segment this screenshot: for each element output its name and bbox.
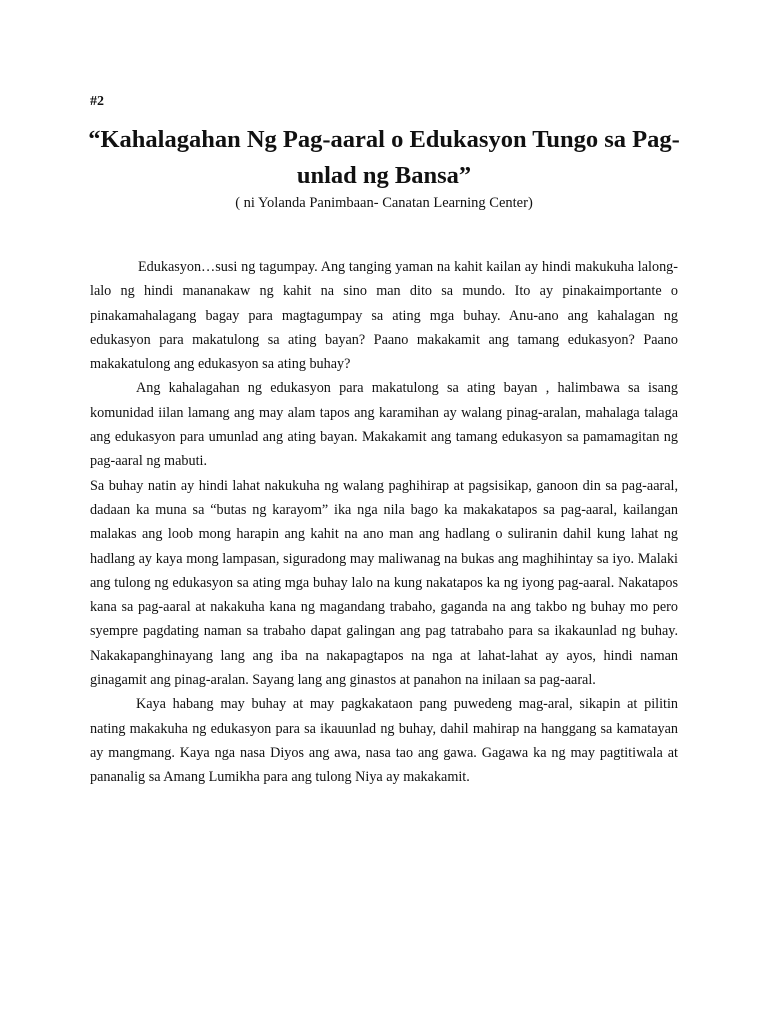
paragraph: Kaya habang may buhay at may pagkakataon pang puwedeng mag-aral, sikapin at pilitin nating makakuha ng edukasyon para sa ikauunlad ng buhay, dahil mahirap na hanggang sa kamatayan ay mangmang. Kaya nga nasa Diyos ang awa, nasa tao ang gawa. Gagawa ka ng may pagtitiwala at pananalig sa Amang Lumikha para ang tulong Niya ay makakamit. xyxy=(90,696,678,786)
document-byline: ( ni Yolanda Panimbaan- Canatan Learning Center) xyxy=(235,195,533,211)
paragraph: Sa buhay natin ay hindi lahat nakukuha ng walang paghihirap at pagsisikap, ganoon din sa pag-aaral, dadaan ka muna sa “butas ng karayom” ika nga nila bago ka makakatapos sa pag-aaral, kailangan malakas ang loob mong harapin ang kahit na ano man ang hadlang o suliranin dahil kung lahat ng hadlang ay kaya mong lampasan, siguradong may maliwanag na bukas ang maghihintay sa iyo. Malaki ang tulong ng edukasyon sa ating mga buhay lalo na kung nakatapos ka ng iyong pag-aaral. Nakatapos kana sa pag-aaral at nakakuha kana ng magandang trabaho, gaganda na ang takbo ng buhay mo pero syempre pagdating naman sa trabaho dapat galingan ang pag tatrabaho para sa ikakaunlad ng buhay. Nakakapanghinayang lang ang iba na nakapagtapos na nga at lahat-lahat ay ayos, hindi naman ginagamit ang pinag-aralan. Sayang lang ang ginastos at panahon na inilaan sa pag-aaral. xyxy=(90,477,678,689)
document-body xyxy=(90,255,678,790)
paragraph: Ang kahalagahan ng edukasyon para makatulong sa ating bayan , halimbawa sa isang komunidad iilan lamang ang may alam tapos ang karamihan ay walang pinag-aralan, mahalaga talaga ang edukasyon para umunlad ang ating bayan. Makakamit ang tamang edukasyon sa pamamagitan ng pag-aaral ng mabuti. xyxy=(90,380,678,470)
document-title: “Kahalagahan Ng Pag-aaral o Edukasyon Tungo sa Pag-unlad ng Bansa” xyxy=(88,126,680,189)
document-number: #2 xyxy=(90,94,104,109)
paragraph: Edukasyon…susi ng tagumpay. Ang tanging yaman na kahit kailan ay hindi makukuha lalong-lalo ng hindi mananakaw ng kahit na sino man dito sa mundo. Ito ay pinakaimportante o pinakamahalagang bagay para magtagumpay sa ating mga buhay. Anu-ano ang kahalagan ng edukasyon para makatulong sa ating bayan? Paano makakamit ang tamang edukasyon? Paano makakatulong ang edukasyon sa ating buhay? xyxy=(90,259,678,373)
